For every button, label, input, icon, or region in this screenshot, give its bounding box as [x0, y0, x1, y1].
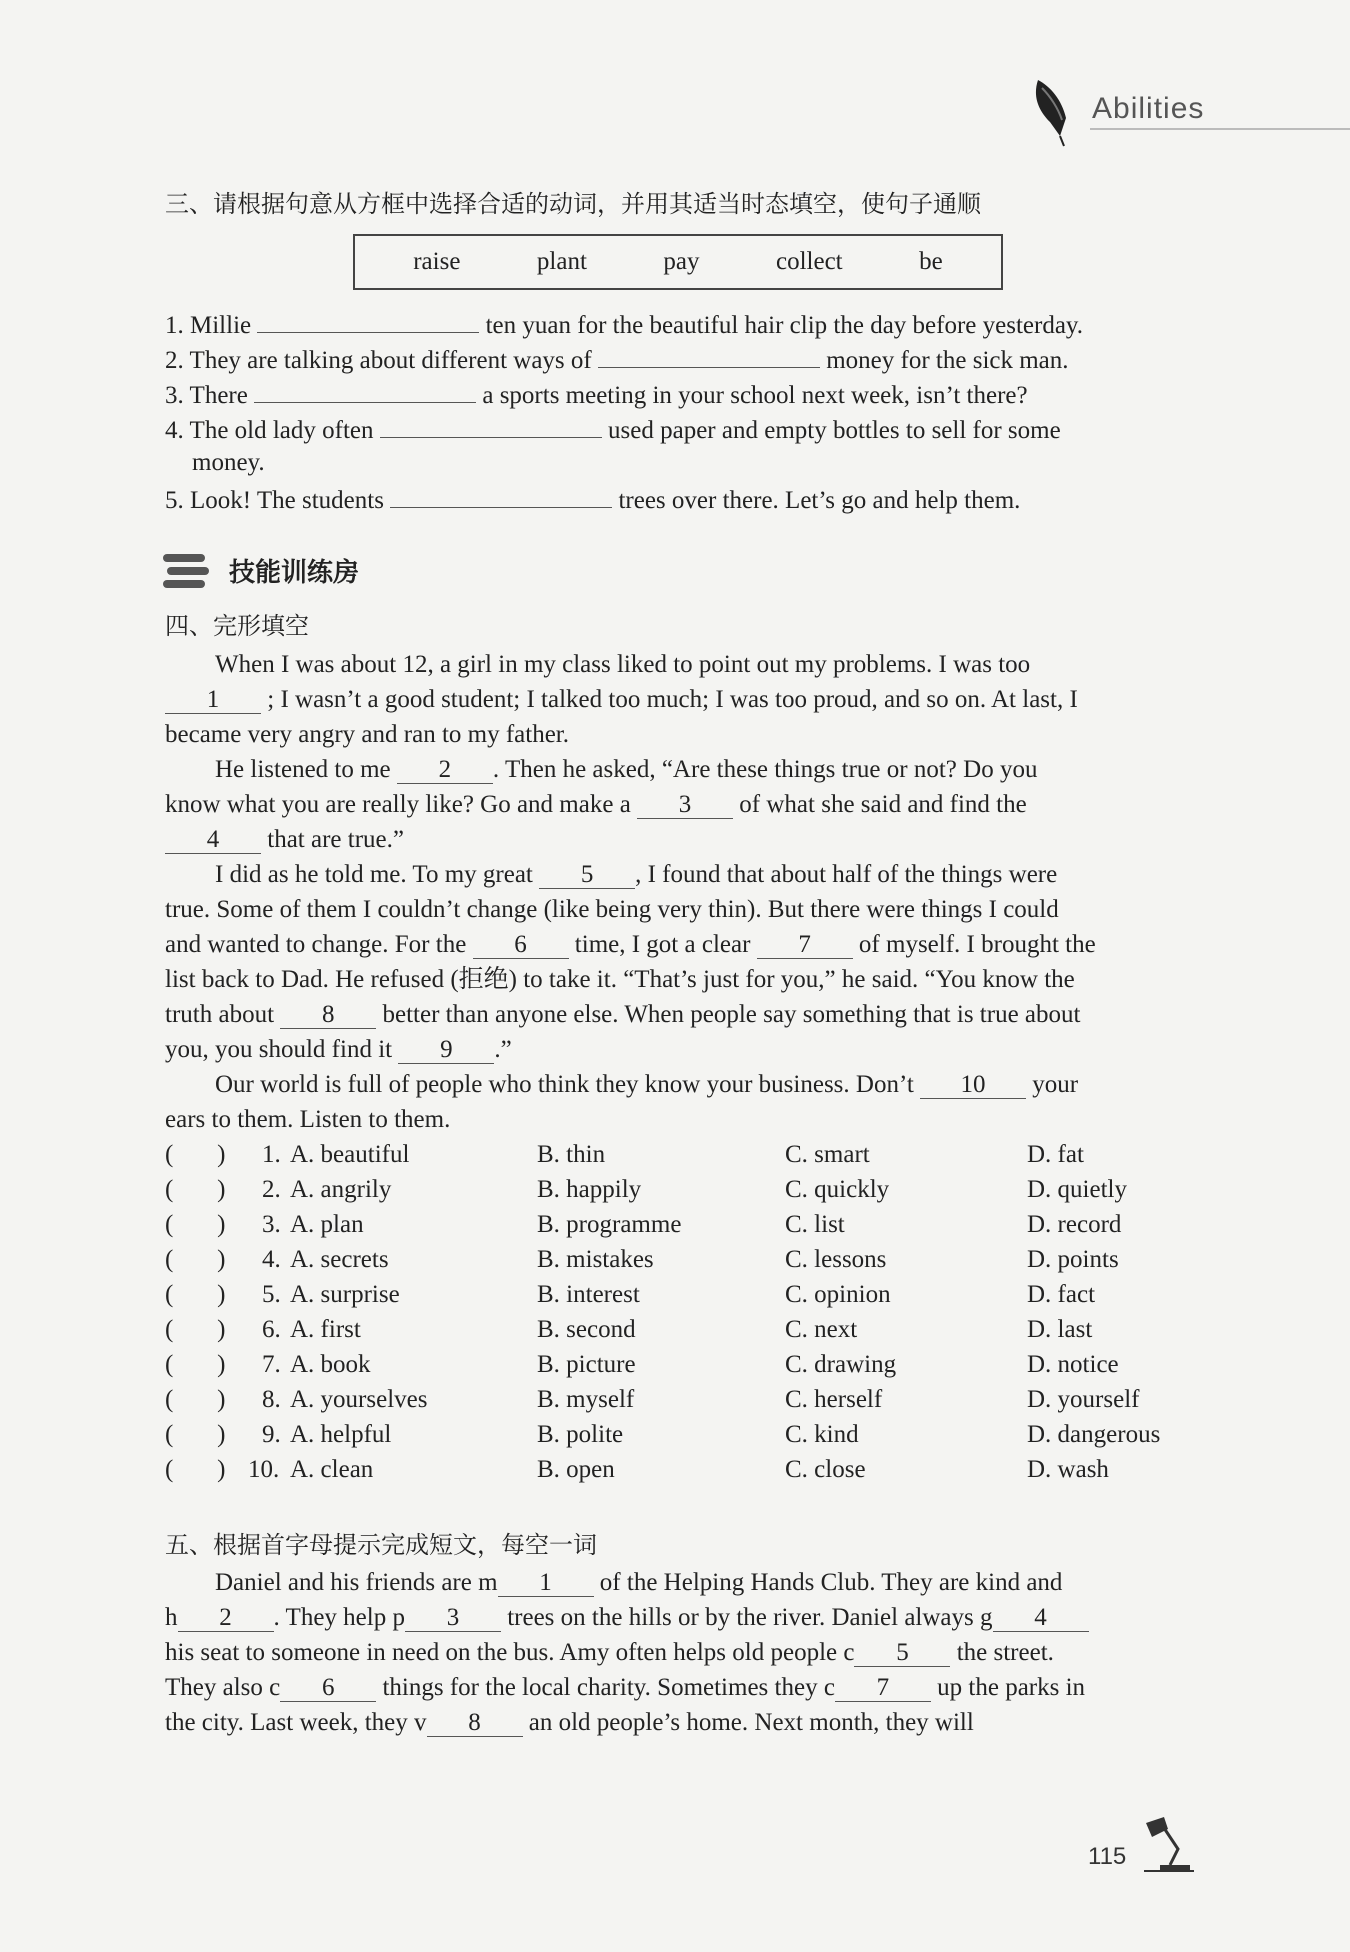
answer-blank[interactable]	[257, 306, 479, 333]
answer-parentheses[interactable]: ( )	[165, 1246, 226, 1273]
passage-text: Our world is full of people who think they know your business. Don’t	[215, 1071, 914, 1098]
answer-parentheses[interactable]: ( )	[165, 1141, 226, 1168]
option-number: 5.	[262, 1281, 281, 1308]
blank-number[interactable]: 6	[473, 932, 569, 959]
option-b: B. polite	[537, 1421, 624, 1448]
option-b: B. myself	[537, 1386, 635, 1413]
passage-line	[215, 753, 1037, 787]
passage-text: things for the local charity. Sometimes they c	[382, 1674, 835, 1701]
header	[1020, 70, 1350, 140]
passage-text: the city. Last week, they v	[165, 1709, 427, 1736]
blank-number[interactable]: 8	[280, 1002, 376, 1029]
passage-line	[165, 718, 569, 752]
passage-text: They also c	[165, 1674, 281, 1701]
passage-text: ears to them. Listen to them.	[165, 1106, 451, 1133]
passage-line	[165, 683, 1078, 717]
passage-line	[165, 928, 1096, 962]
option-d: D. fact	[1027, 1281, 1096, 1308]
option-c: C. smart	[785, 1141, 870, 1168]
option-d: D. notice	[1027, 1351, 1119, 1378]
option-c: C. next	[785, 1316, 858, 1343]
option-row	[165, 1418, 1205, 1452]
passage-text: became very angry and ran to my father.	[165, 721, 569, 748]
passage-line	[165, 1671, 1085, 1705]
option-number: 2.	[262, 1176, 281, 1203]
passage-text: list back to Dad. He refused (拒绝) to take it. “That’s just for you,” he said. “You know the	[165, 966, 1075, 993]
blank-number[interactable]: 7	[835, 1675, 931, 1702]
blank-number[interactable]: 6	[280, 1675, 376, 1702]
option-number: 1.	[262, 1141, 281, 1168]
passage-text: Daniel and his friends are m	[215, 1569, 498, 1596]
option-row	[165, 1173, 1205, 1207]
passage-text: of the Helping Hands Club. They are kind and	[599, 1569, 1063, 1596]
s3-item-5-post: trees over there. Let’s go and help them.	[618, 487, 1021, 514]
answer-blank[interactable]	[390, 481, 612, 508]
passage-text: you, you should find it	[165, 1036, 393, 1063]
option-number: 4.	[262, 1246, 281, 1273]
passage-text: true. Some of them I couldn’t change (like being very thin). But there were things I could	[165, 896, 1059, 923]
header-rule	[1090, 128, 1350, 130]
word-box	[353, 234, 1003, 290]
passage-text: . They help p	[273, 1604, 405, 1631]
option-c: C. herself	[785, 1386, 883, 1413]
answer-parentheses[interactable]: ( )	[165, 1316, 226, 1343]
answer-parentheses[interactable]: ( )	[165, 1211, 226, 1238]
option-c: C. drawing	[785, 1351, 897, 1378]
option-a: A. book	[290, 1351, 371, 1378]
passage-text: h	[165, 1604, 178, 1631]
option-row	[165, 1138, 1205, 1172]
answer-parentheses[interactable]: ( )	[165, 1176, 226, 1203]
s3-item-2	[165, 341, 1069, 378]
blank-number[interactable]: 10	[920, 1072, 1026, 1099]
option-a: A. first	[290, 1316, 361, 1343]
blank-number[interactable]: 1	[165, 687, 261, 714]
option-number: 8.	[262, 1386, 281, 1413]
option-b: B. second	[537, 1316, 636, 1343]
option-row	[165, 1208, 1205, 1242]
answer-blank[interactable]	[598, 341, 820, 368]
passage-text: know what you are really like? Go and make a	[165, 791, 631, 818]
pen-icon	[1020, 78, 1075, 148]
word-pay: pay	[663, 248, 700, 275]
blank-number[interactable]: 2	[178, 1605, 274, 1632]
option-d: D. quietly	[1027, 1176, 1127, 1203]
s3-item-3-pre: 3. There	[165, 382, 248, 409]
passage-line	[165, 1103, 450, 1137]
brand-title: Abilities	[1092, 92, 1205, 125]
answer-blank[interactable]	[254, 376, 476, 403]
section5-title: 五、根据首字母提示完成短文，每空一词	[165, 1531, 597, 1559]
option-a: A. plan	[290, 1211, 364, 1238]
option-c: C. quickly	[785, 1176, 890, 1203]
blank-number[interactable]: 4	[993, 1605, 1089, 1632]
passage-line	[165, 788, 1027, 822]
passage-text: ; I wasn’t a good student; I talked too much; I was too proud, and so on. At last, I	[267, 686, 1078, 713]
passage-text: up the parks in	[937, 1674, 1086, 1701]
passage-line	[165, 893, 1059, 927]
passage-text: that are true.”	[267, 826, 404, 853]
word-plant: plant	[536, 248, 587, 275]
option-number: 10.	[248, 1456, 280, 1483]
passage-text: trees on the hills or by the river. Daniel always g	[507, 1604, 993, 1631]
answer-parentheses[interactable]: ( )	[165, 1351, 226, 1378]
s3-item-1	[165, 306, 1083, 343]
blank-number[interactable]: 8	[427, 1710, 523, 1737]
option-number: 9.	[262, 1421, 281, 1448]
option-a: A. clean	[290, 1456, 374, 1483]
option-c: C. lessons	[785, 1246, 887, 1273]
answer-parentheses[interactable]: ( )	[165, 1421, 226, 1448]
s3-item-5	[165, 481, 1020, 518]
blank-number[interactable]: 1	[498, 1570, 594, 1597]
blank-number[interactable]: 5	[854, 1640, 950, 1667]
option-d: D. record	[1027, 1211, 1122, 1238]
s3-item-3-post: a sports meeting in your school next week, isn’t there?	[482, 382, 1028, 409]
option-number: 7.	[262, 1351, 281, 1378]
passage-text: , I found that about half of the things were	[635, 861, 1058, 888]
option-c: C. close	[785, 1456, 866, 1483]
passage-line	[165, 1706, 974, 1740]
answer-parentheses[interactable]: ( )	[165, 1281, 226, 1308]
option-a: A. surprise	[290, 1281, 400, 1308]
option-b: B. open	[537, 1456, 615, 1483]
s3-item-2-pre: 2. They are talking about different ways of	[165, 347, 592, 374]
option-d: D. wash	[1027, 1456, 1109, 1483]
answer-blank[interactable]	[380, 411, 602, 438]
passage-text: . Then he asked, “Are these things true or not? Do you	[492, 756, 1038, 783]
passage-line	[215, 1566, 1062, 1600]
section3-title: 三、请根据句意从方框中选择合适的动词，并用其适当时态填空，使句子通顺	[165, 190, 981, 218]
answer-parentheses[interactable]: ( )	[165, 1386, 226, 1413]
option-b: B. mistakes	[537, 1246, 654, 1273]
blank-number[interactable]: 4	[165, 827, 261, 854]
option-d: D. dangerous	[1027, 1421, 1161, 1448]
option-number: 6.	[262, 1316, 281, 1343]
answer-parentheses[interactable]: ( )	[165, 1456, 226, 1483]
passage-text: of myself. I brought the	[858, 931, 1096, 958]
passage-text: better than anyone else. When people say something that is true about	[382, 1001, 1081, 1028]
option-a: A. secrets	[290, 1246, 389, 1273]
s3-item-3	[165, 376, 1028, 413]
option-row	[165, 1278, 1205, 1312]
section-mark-icon	[163, 552, 209, 590]
passage-line	[165, 1033, 512, 1067]
passage-line	[165, 1601, 1089, 1635]
option-b: B. thin	[537, 1141, 606, 1168]
option-row	[165, 1313, 1205, 1347]
passage-text: truth about	[165, 1001, 275, 1028]
option-b: B. happily	[537, 1176, 642, 1203]
option-c: C. kind	[785, 1421, 859, 1448]
passage-text: and wanted to change. For the	[165, 931, 467, 958]
passage-line	[165, 963, 1075, 997]
passage-text: your	[1032, 1071, 1079, 1098]
s3-item-4-post: used paper and empty bottles to sell for some	[608, 417, 1061, 444]
option-number: 3.	[262, 1211, 281, 1238]
word-be: be	[919, 248, 943, 275]
passage-text: I did as he told me. To my great	[215, 861, 533, 888]
option-c: C. list	[785, 1211, 845, 1238]
passage-text: He listened to me	[215, 756, 391, 783]
page-number: 115	[1088, 1843, 1127, 1870]
option-a: A. beautiful	[290, 1141, 410, 1168]
passage-line	[215, 1068, 1078, 1102]
word-raise: raise	[413, 248, 461, 275]
passage-text: his seat to someone in need on the bus. Amy often helps old people c	[165, 1639, 855, 1666]
option-row	[165, 1383, 1205, 1417]
option-a: A. helpful	[290, 1421, 392, 1448]
word-collect: collect	[776, 248, 843, 275]
desk-lamp-icon	[1140, 1815, 1196, 1875]
passage-text: of what she said and find the	[739, 791, 1027, 818]
s3-item-1-post: ten yuan for the beautiful hair clip the day before yesterday.	[485, 312, 1084, 339]
passage-text: time, I got a clear	[574, 931, 751, 958]
passage-text: .”	[494, 1036, 512, 1063]
s3-item-4-pre: 4. The old lady often	[165, 417, 374, 444]
s3-item-2-post: money for the sick man.	[826, 347, 1069, 374]
option-c: C. opinion	[785, 1281, 891, 1308]
option-d: D. yourself	[1027, 1386, 1140, 1413]
passage-text: an old people’s home. Next month, they will	[528, 1709, 974, 1736]
s3-item-5-pre: 5. Look! The students	[165, 487, 384, 514]
blank-number[interactable]: 2	[397, 757, 493, 784]
blank-number[interactable]: 3	[637, 792, 733, 819]
blank-number[interactable]: 3	[405, 1605, 501, 1632]
option-row	[165, 1348, 1205, 1382]
blank-number[interactable]: 9	[398, 1037, 494, 1064]
section4-title: 四、完形填空	[165, 612, 309, 640]
option-d: D. fat	[1027, 1141, 1084, 1168]
passage-text: the street.	[956, 1639, 1054, 1666]
option-row	[165, 1453, 1205, 1487]
blank-number[interactable]: 5	[539, 862, 635, 889]
passage-line	[215, 648, 1030, 682]
option-b: B. interest	[537, 1281, 640, 1308]
option-a: A. yourselves	[290, 1386, 428, 1413]
passage-line	[165, 1636, 1054, 1670]
option-b: B. programme	[537, 1211, 682, 1238]
option-row	[165, 1243, 1205, 1277]
s3-item-4	[165, 411, 1061, 448]
option-b: B. picture	[537, 1351, 636, 1378]
passage-line	[215, 858, 1057, 892]
passage-text: When I was about 12, a girl in my class liked to point out my problems. I was too	[215, 651, 1031, 678]
passage-line	[165, 823, 404, 857]
option-a: A. angrily	[290, 1176, 392, 1203]
s3-item-1-pre: 1. Millie	[165, 312, 252, 339]
skill-label: 技能训练房	[229, 558, 360, 588]
blank-number[interactable]: 7	[757, 932, 853, 959]
option-d: D. last	[1027, 1316, 1093, 1343]
passage-line	[165, 998, 1080, 1032]
option-d: D. points	[1027, 1246, 1119, 1273]
s3-item-4-cont: money.	[192, 449, 265, 476]
